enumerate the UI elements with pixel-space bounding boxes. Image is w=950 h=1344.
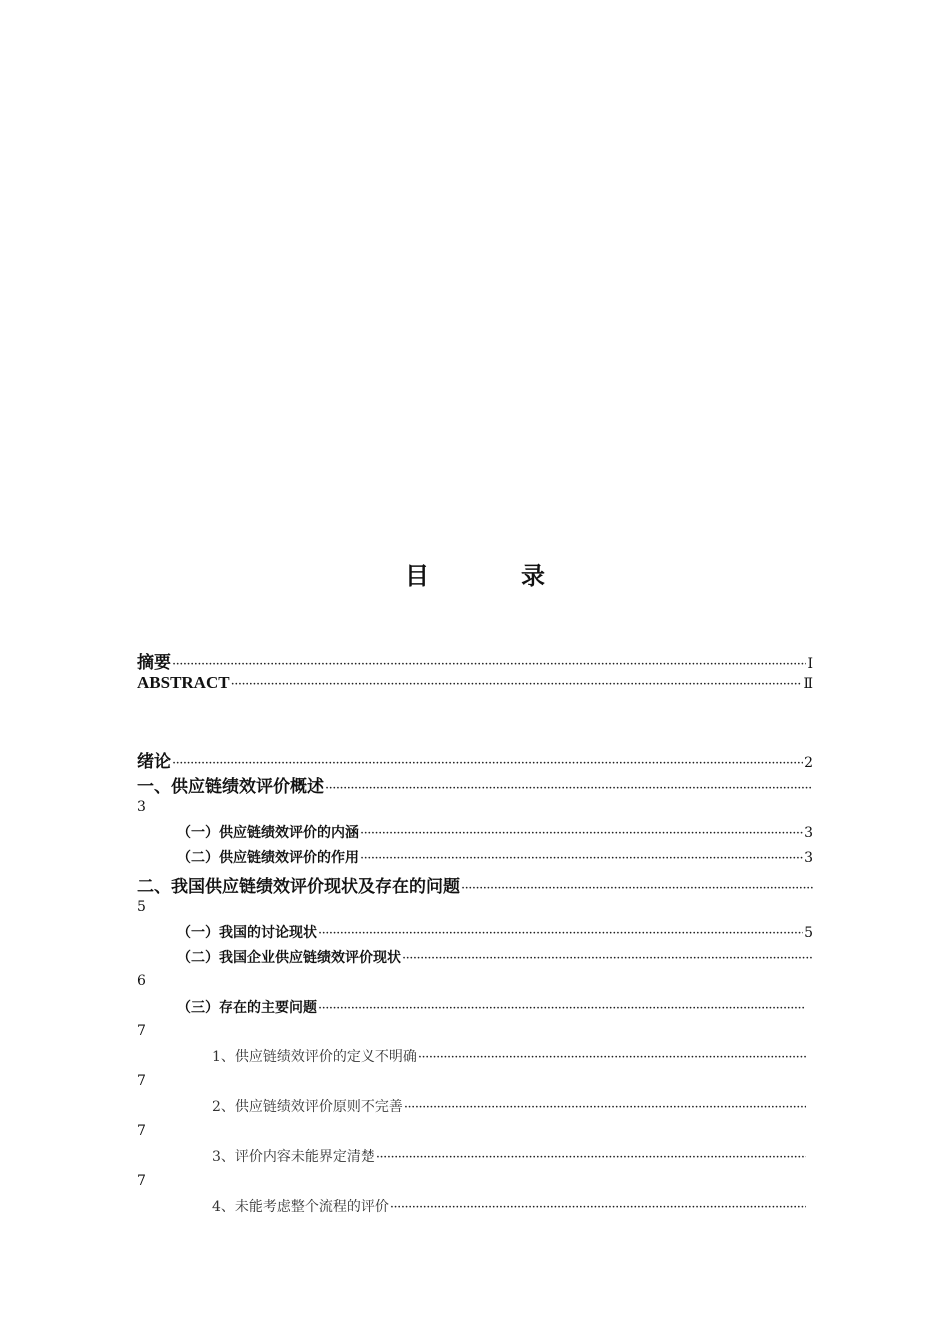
toc-entry-page: Ⅰ — [807, 656, 813, 672]
toc-entry-page: 3 — [804, 825, 813, 841]
toc-entry-2-3-1[interactable] — [212, 1046, 806, 1070]
toc-entry-page: 7 — [137, 1023, 146, 1039]
toc-leader-dots — [318, 1001, 805, 1016]
toc-entry-label: （一）我国的讨论现状 — [177, 925, 317, 941]
toc-entry-2-3-2[interactable] — [212, 1096, 806, 1120]
toc-entry-page: Ⅱ — [803, 676, 813, 692]
toc-entry-chapter-2[interactable] — [137, 872, 813, 896]
toc-entry-page: 3 — [137, 799, 146, 815]
toc-leader-dots — [360, 851, 803, 866]
toc-entry-label: （二）我国企业供应链绩效评价现状 — [177, 950, 401, 966]
toc-entry-label: 1、供应链绩效评价的定义不明确 — [212, 1049, 417, 1065]
toc-leader-dots — [390, 1200, 806, 1215]
toc-leader-dots — [376, 1150, 806, 1165]
toc-leader-dots — [418, 1050, 806, 1065]
toc-entry-page: 5 — [137, 899, 146, 915]
toc-entry-label: 绪论 — [137, 752, 171, 771]
toc-entry-label: 摘要 — [137, 653, 171, 672]
toc-leader-dots — [172, 657, 806, 672]
toc-entry-page: 5 — [804, 925, 813, 941]
toc-title: 目 录 — [405, 562, 579, 590]
toc-entry-abstract-cn[interactable] — [137, 648, 813, 672]
toc-leader-dots — [360, 826, 803, 841]
toc-leader-dots — [318, 926, 803, 941]
toc-entry-page: 7 — [137, 1123, 146, 1139]
toc-leader-dots — [461, 881, 813, 896]
toc-entry-label: （三）存在的主要问题 — [177, 1000, 317, 1016]
toc-entry-label: （二）供应链绩效评价的作用 — [177, 850, 359, 866]
toc-leader-dots — [325, 781, 813, 796]
toc-entry-page: 7 — [137, 1173, 146, 1189]
toc-entry-page: 2 — [804, 755, 813, 771]
toc-entry-label: 3、评价内容未能界定清楚 — [212, 1149, 375, 1165]
toc-entry-introduction[interactable] — [137, 747, 813, 771]
toc-entry-2-2[interactable] — [177, 947, 813, 971]
toc-entry-2-3-3[interactable] — [212, 1146, 806, 1170]
toc-entry-page: 6 — [137, 973, 146, 989]
toc-entry-2-3-4[interactable] — [212, 1196, 806, 1220]
toc-leader-dots — [402, 951, 813, 966]
toc-entry-1-2[interactable] — [177, 847, 813, 871]
toc-entry-2-1[interactable] — [177, 922, 813, 946]
toc-entry-2-3[interactable] — [177, 997, 805, 1021]
toc-entry-label: 一、供应链绩效评价概述 — [137, 777, 324, 796]
toc-entry-1-1[interactable] — [177, 822, 813, 846]
toc-leader-dots — [231, 677, 803, 692]
toc-entry-page: 3 — [804, 850, 813, 866]
toc-entry-chapter-1[interactable] — [137, 772, 813, 796]
toc-entry-label: 二、我国供应链绩效评价现状及存在的问题 — [137, 877, 460, 896]
toc-entry-label: 4、未能考虑整个流程的评价 — [212, 1199, 389, 1215]
toc-leader-dots — [404, 1100, 806, 1115]
toc-entry-label: ABSTRACT — [137, 673, 230, 692]
toc-leader-dots — [172, 756, 803, 771]
toc-entry-label: （一）供应链绩效评价的内涵 — [177, 825, 359, 841]
toc-entry-abstract-en[interactable] — [137, 673, 813, 697]
toc-entry-label: 2、供应链绩效评价原则不完善 — [212, 1099, 403, 1115]
toc-entry-page: 7 — [137, 1073, 146, 1089]
